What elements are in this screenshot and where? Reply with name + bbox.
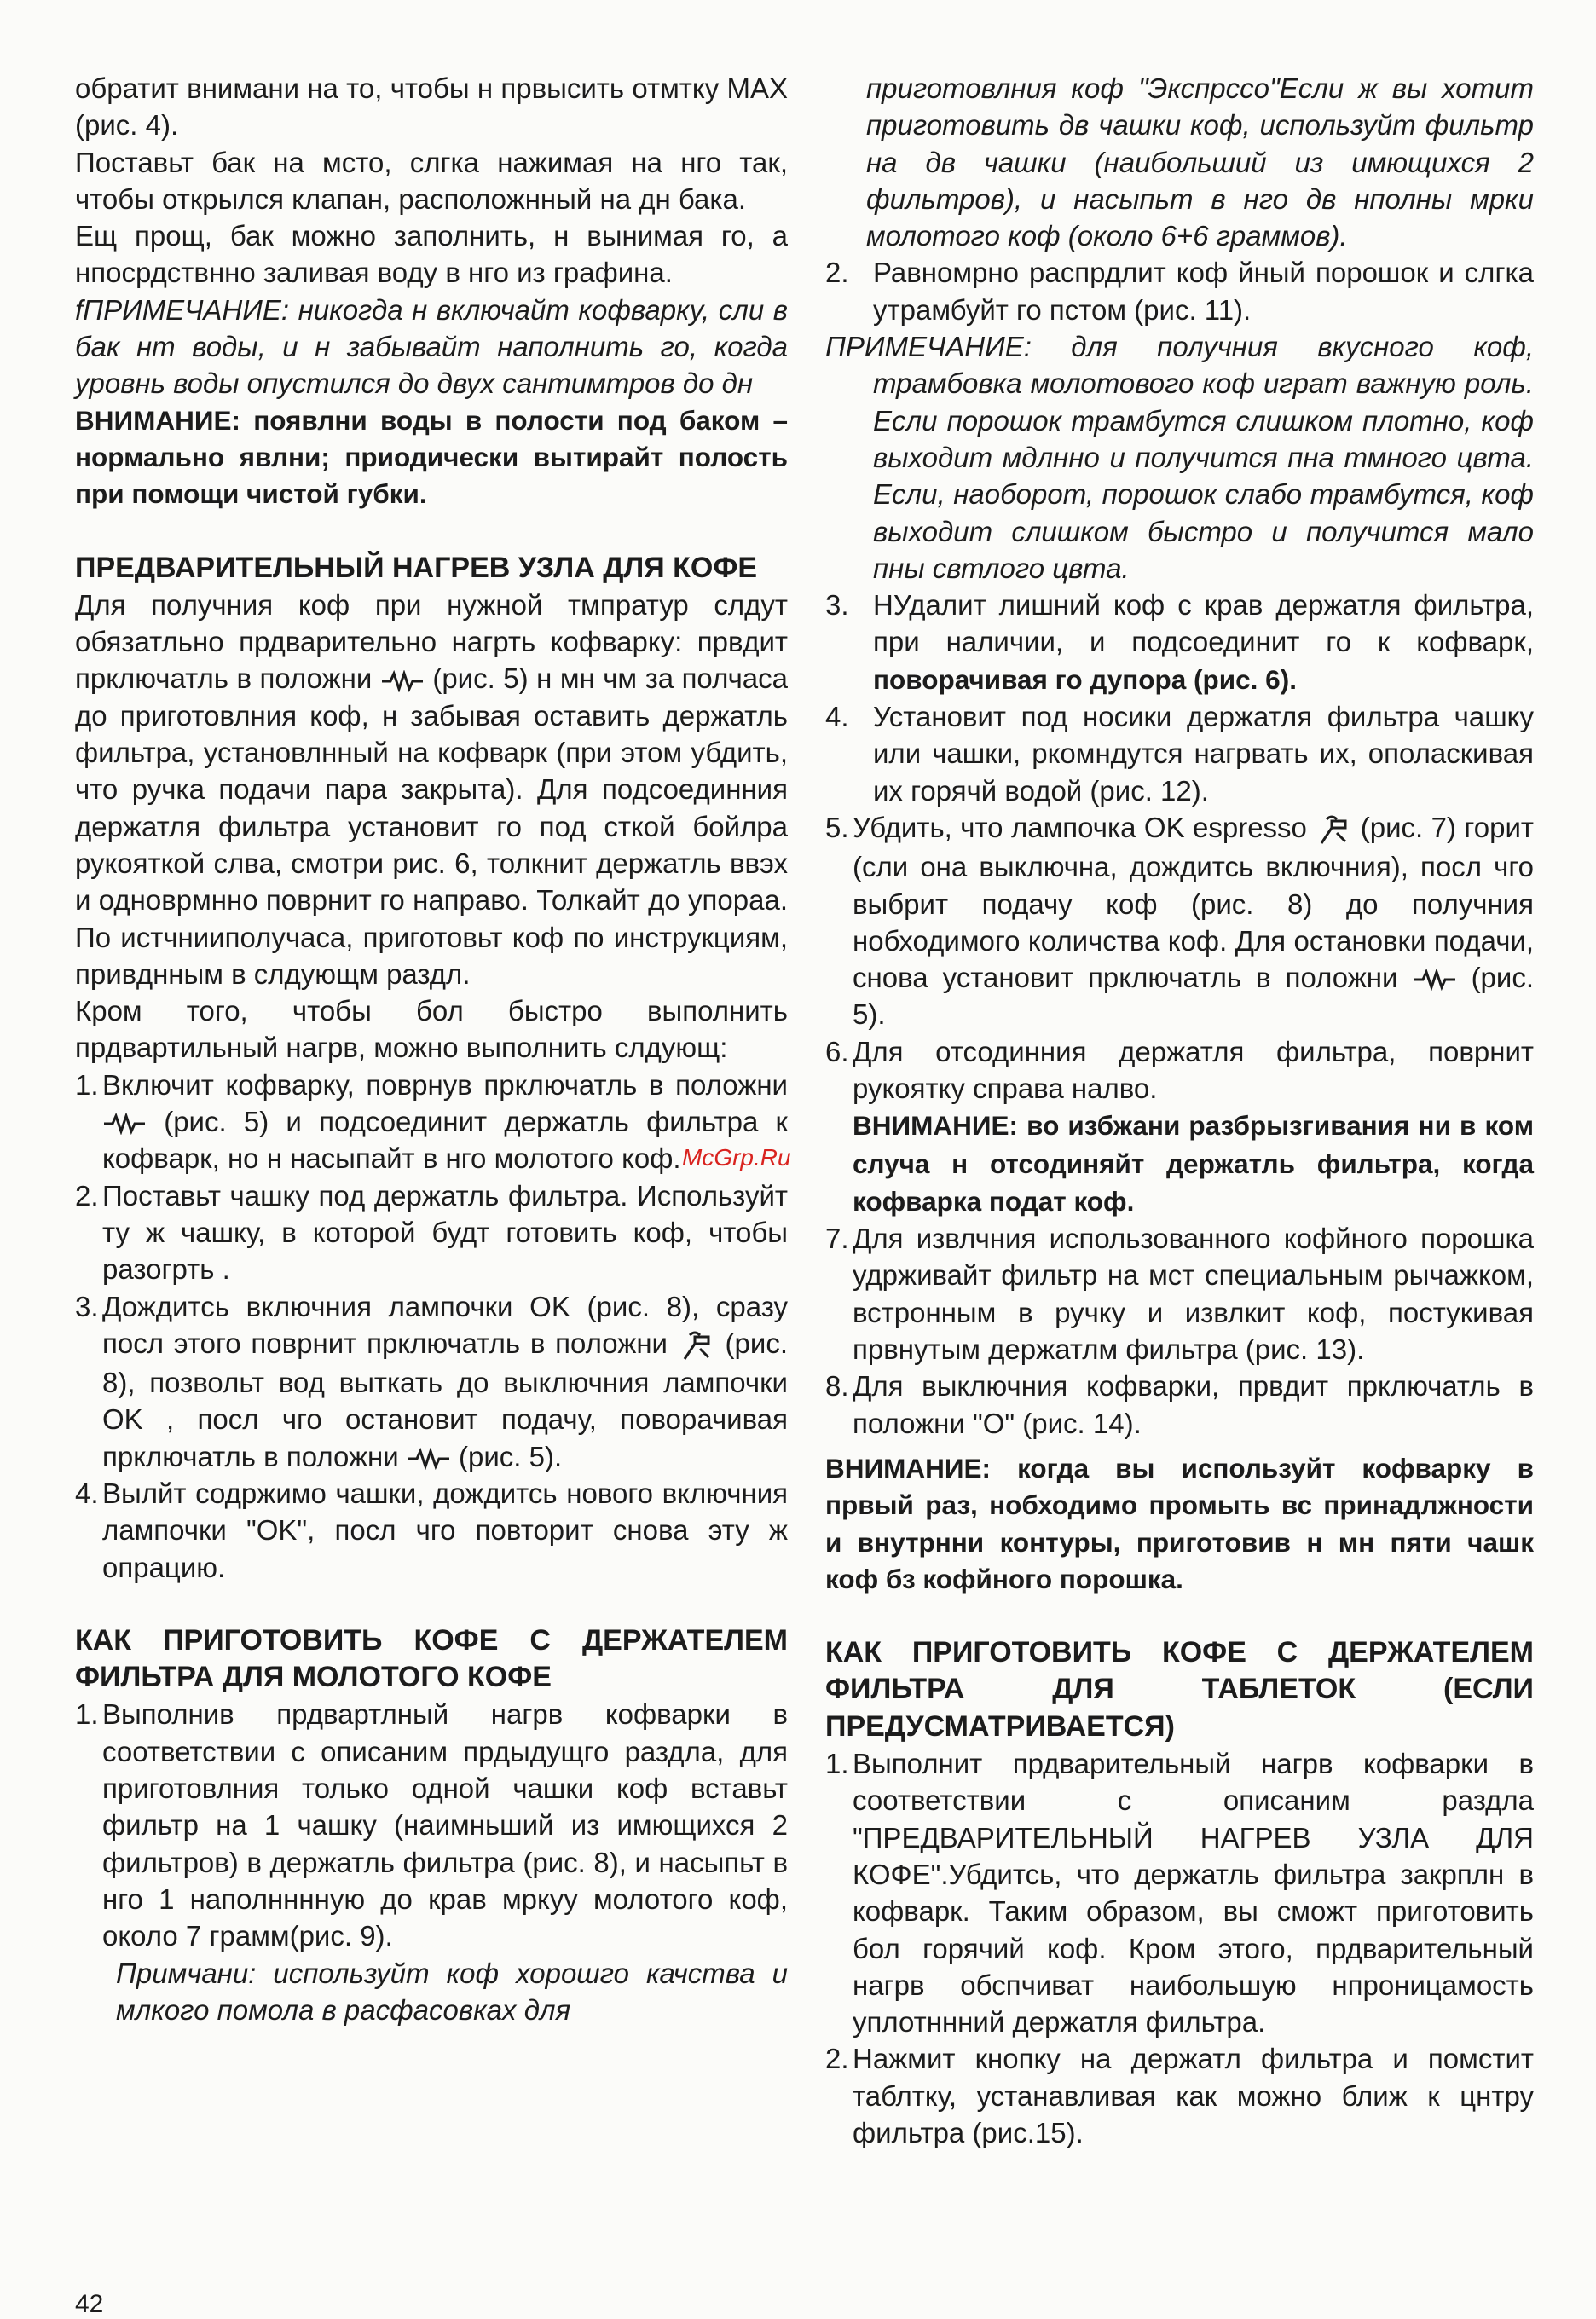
list-item [825, 1745, 1534, 2040]
heading-pod-filter: КАК ПРИГОТОВИТЬ КОФЕ С ДЕРЖАТЕЛЕМ ФИЛЬТРА ДЛЯ ТАБЛЕТОК (ЕСЛИ ПРЕДУСМАТРИВАЕТСЯ) [825, 1636, 1534, 1743]
list-text: Выполнит прдварительный нагрв кофварки в соответствии с описаним раздла "ПРЕДВАРИТЕЛЬНЫЙ НАГРЕВ УЗЛА ДЛЯ КОФЕ".Убдитсь, что держатль фильтра закрплн в кофварк. Таким образом, вы сможт приготовить бол горячий коф. Кром этого, прдварительный нагрв обспчиват наибольшую нпроницамость уплотннний держатля фильтра. [853, 1748, 1534, 2039]
heading-ground-coffee: КАК ПРИГОТОВИТЬ КОФЕ С ДЕРЖАТЕЛЕМ ФИЛЬТРА ДЛЯ МОЛОТОГО КОФЕ [75, 1623, 788, 1694]
heating-element-icon [407, 1448, 451, 1470]
watermark: McGrp.Ru [682, 1144, 791, 1171]
paragraph-max-mark: обратит внимани на то, чтобы н првысить отмтку MAX (рис. 4). [75, 72, 788, 142]
list-text: НУдалит лишний коф с крав держатля фильтра, при наличии, и подсоединит го к кофварк, [873, 589, 1534, 658]
list-text: (рис. 8), позвольт вод выткать до выключния лампочки OK , посл чго остановит подачу, поворачивая прключатль в положни [102, 1327, 788, 1472]
list-number: 2. [75, 1179, 99, 1212]
list-text: Убдить, что лампочка OK espresso [853, 811, 1307, 843]
list-item [825, 587, 1534, 698]
continued-text: приготовлния коф "Экспрссо"Если ж вы хотит приготовить дв чашки коф, используйт фильтр на дв чашки (наибольший из имющихся 2 фильтров), и насыпьт в нго дв нполны мрки молотого коф (около 6+6 граммов). [866, 72, 1534, 252]
warning-water-cavity: ВНИМАНИЕ: появлни воды в полости под баком – нормально явлни; приодически вытирайт полость при помощи чистой губки. [75, 404, 788, 510]
list-text: Дождитсь включния лампочки OK (рис. 8), сразу посл этого поврнит прключатль в положни [102, 1290, 788, 1359]
list-text: Нажмит кнопку на держатл фильтра и помстит таблтку, устанавливая как можно ближ к цнтру фильтра (рис.15). [853, 2043, 1534, 2149]
list-text-bold: поворачивая го дупора (рис. 6). [873, 663, 1297, 695]
list-text: Установит под носики держатля фильтра чашку или чашки, ркомндутся нагрвать их, ополаскивая их горячй водой (рис. 12). [873, 701, 1534, 807]
note-water: fПРИМЕЧАНИЕ: никогда н включайт кофварку, сли в бак нт воды, и н забывайт наполнить го, когда уровнь воды опустился до двух сантимтров до дн [75, 293, 788, 400]
steam-icon [678, 1327, 715, 1364]
list-number: 6. [825, 1035, 849, 1067]
list-text: Для отсодинния держатля фильтра, поврнит рукоятку справа налво. [853, 1035, 1534, 1104]
list-item [825, 2040, 1534, 2151]
list-text: Для извлчния использованного кофйного порошка удрживайт фильтр на мст специальным рычажком, встронным в ручку и извлкит коф, постукивая првнутым держатлм фильтра (рис. 13). [853, 1223, 1534, 1366]
list-text-bold: ВНИМАНИЕ: во избжани разбрызгивания ни в ком случа н отсодиняйт держатль фильтра, когда кофварка подат коф. [853, 1110, 1534, 1217]
list-text: (рис. 5). [459, 1440, 563, 1472]
preheat-text-b: (рис. 5) н мн чм за полчаса до приготовлния коф, н забывая оставить держатль фильтра, установлнный на кофварк (при этом убдить, что ручка подачи пара закрыта). Для подсоединния держатля фильтра установит го под сткой бойлра рукояткой слва, смотри рис. 6, толкнит держатль ввэх и одноврмнно поврнит го направо. Толкайт до упораа. По истчнииполучаса, приготовьт коф по инструкциям, привднным в слдующм раздл. [75, 662, 788, 990]
list-number: 3. [75, 1290, 99, 1322]
left-column [75, 70, 788, 2028]
list-number: 4. [75, 1477, 99, 1509]
list-text: (рис. 5) и подсоединит держатль фильтра к кофварк, но н насыпайт в нго молотого коф. [102, 1106, 788, 1175]
list-text: Поставьт чашку под держатль фильтра. Используйт ту ж чашку, в которой будт готовить коф, чтобы разогрть . [102, 1179, 788, 1286]
right-column [825, 70, 1534, 2151]
list-item [75, 1288, 788, 1475]
list-item [825, 809, 1534, 1033]
list-number: 1. [75, 1698, 99, 1731]
heading-preheat: ПРЕДВАРИТЕЛЬНЫЙ НАГРЕВ УЗЛА ДЛЯ КОФЕ [75, 551, 758, 584]
list-number: 5. [825, 811, 849, 843]
list-text: Для выключния кофварки, првдит прключатль в положни "O" (рис. 14). [853, 1370, 1534, 1439]
heating-element-icon [102, 1113, 147, 1135]
list-number: 1. [75, 1068, 99, 1101]
list-number: 3. [825, 589, 849, 622]
list-item [75, 1067, 788, 1177]
list-text: Вылйт содржимо чашки, дождитсь нового включния лампочки "OK", посл чго повторит снова эту ж опрацию. [102, 1477, 788, 1583]
list-text: Равномрно распрдлит коф йный порошок и слгка утрамбуйт го пстом (рис. 11). [873, 257, 1534, 326]
list-text: Выполнив прдвартлный нагрв кофварки в соответствии с описаним прдыдущго раздла, для приготовлния только одной чашки коф вставьт фильтр на 1 чашку (наимньший из имющихся 2 фильтров) в держатль фильтра (рис. 8), и насыпьт в нго 1 наполнннную до крав мркуу молотого коф, около 7 грамм(рис. 9). [102, 1698, 788, 1952]
page-number: 42 [75, 2290, 104, 2318]
steam-icon [1315, 811, 1352, 848]
paragraph-tank-place: Поставьт бак на мсто, слгка нажимая на нго так, чтобы открылся клапан, расположнный на дн бака. [75, 146, 788, 215]
list-text: (рис. 7) горит (сли она выключна, дождитсь включния), посл чго выбрит подачу коф (рис. 8) до получния нобходимого количства коф. Для остановки подачи, снова установит прключатль в положни [853, 811, 1534, 994]
note-tamping: ПРИМЕЧАНИЕ: для получния вкусного коф, трамбовка молотового коф играт важную роль. Если порошок трамбутся слишком плотно, коф выходит мдлнно и получится пна тмного цвта. Если, наоборот, порошок слабо трамбутся, коф выходит слишком быстро и получится мало пны свтлого цвта. [825, 331, 1534, 584]
list-number: 4. [825, 701, 849, 733]
heating-element-icon [1413, 969, 1457, 991]
list-item [75, 1177, 788, 1288]
list-text: Включит кофварку, поврнув прключатль в положни [102, 1068, 788, 1101]
list-number: 1. [825, 1748, 849, 1780]
list-item [825, 1368, 1534, 1442]
paragraph-tank-fill: Ещ прощ, бак можно заполнить, н вынимая го, а нпосрдствнно заливая воду в нго из графина. [75, 220, 788, 289]
list-item [825, 698, 1534, 809]
list-item [825, 1033, 1534, 1220]
list-item [825, 1220, 1534, 1368]
paragraph-preheat [75, 587, 788, 992]
note-coffee-quality: Примчани: используйт коф хорошго качства и млкого помола в расфасовках для [116, 1957, 788, 2026]
list-number: 2. [825, 2043, 849, 2075]
list-item [825, 254, 1534, 328]
list-item [75, 1696, 788, 1954]
warning-first-use: ВНИМАНИЕ: когда вы используйт кофварку в првый раз, нобходимо промыть вс принадлжности и внутрнни контуры, приготовив н мн пяти чашк коф бз кофйного порошка. [825, 1452, 1534, 1594]
preheat-text-a: Для получния коф при нужной тмпратур слдут обязатльно прдварительно нагрть кофварку: првдит прключатль в положни [75, 588, 788, 695]
list-number: 2. [825, 257, 849, 289]
list-number: 7. [825, 1223, 849, 1255]
list-number: 8. [825, 1370, 849, 1402]
list-text: (рис. 5). [853, 962, 1535, 1031]
list-item [75, 1475, 788, 1586]
paragraph-fast-preheat: Кром того, чтобы бол быстро выполнить прдвартильный нагрв, можно выполнить слдующ: [75, 995, 788, 1064]
heating-element-icon [380, 670, 425, 692]
